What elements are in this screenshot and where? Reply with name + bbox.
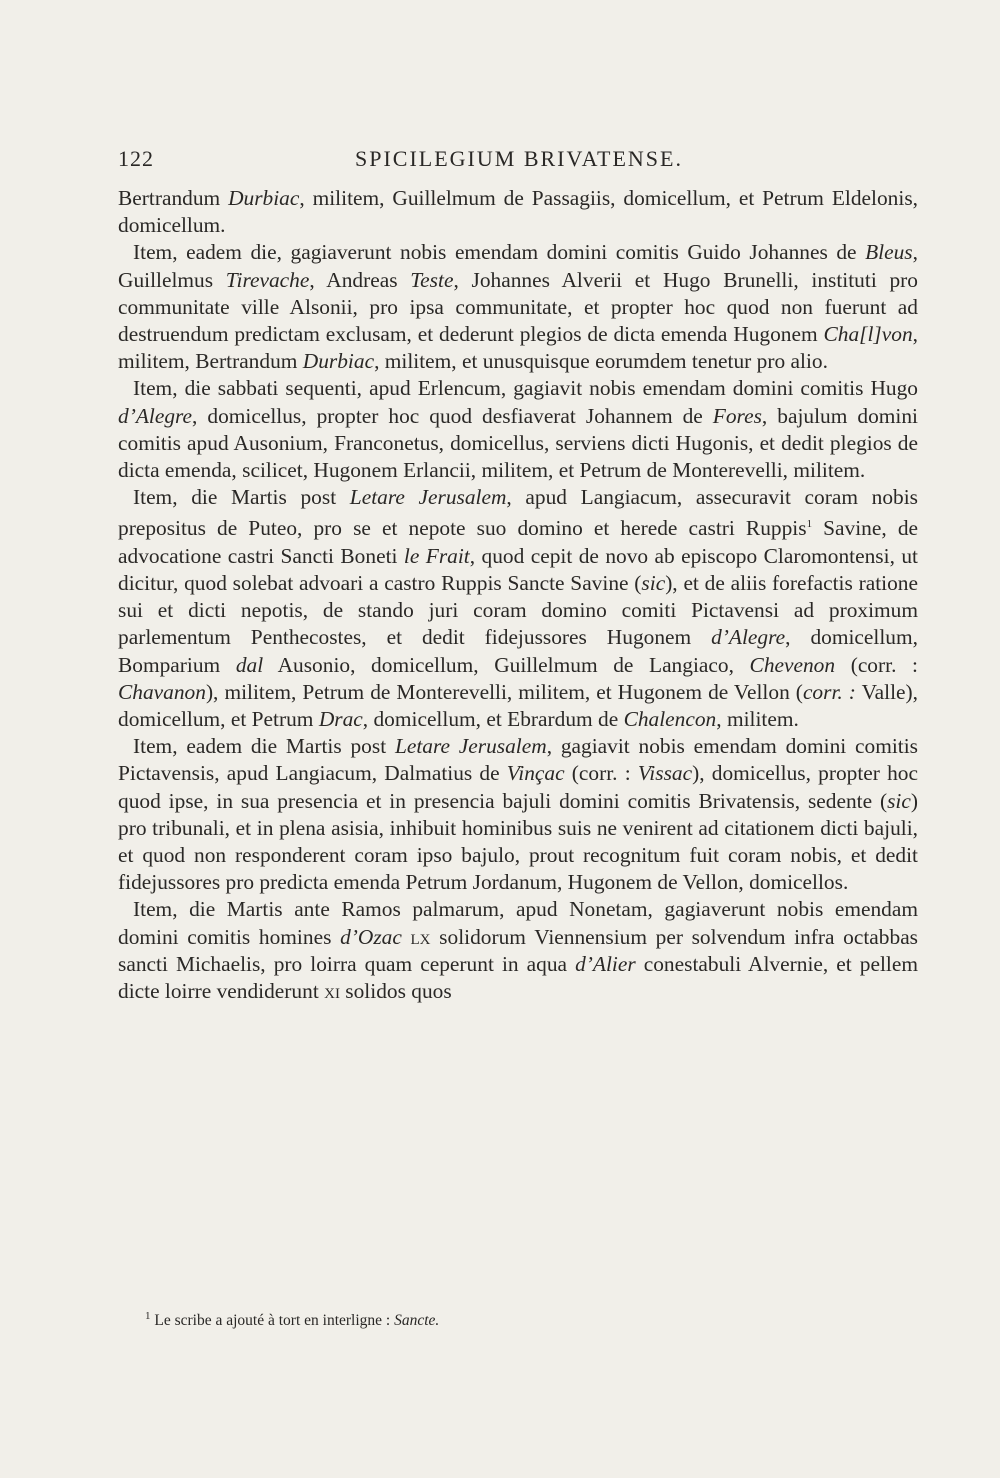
body-text	[118, 185, 918, 1005]
paragraph: Item, eadem die, gagiaverunt nobis emendam domini comitis Guido Johannes de Bleus, Guillelmus Tirevache, Andreas Teste, Johannes Alverii et Hugo Brunelli, instituti pro communitate ville Alsonii, pro ipsa communitate, et propter hoc quod non fuerunt ad destruendum predictam exclusam, et dederunt plegios de dicta emenda Hugonem Cha[l]von, militem, Bertrandum Durbiac, militem, et unusquisque eorumdem tenetur pro alio.	[118, 240, 918, 374]
paragraph: Item, eadem die Martis post Letare Jerusalem, gagiavit nobis emendam domini comitis Pictavensis, apud Langiacum, Dalmatius de Vinçac (corr. : Vissac), domicellus, propter hoc quod ipse, in sua presencia et in presencia bajuli domini comitis Brivatensis, sedente (sic) pro tribunali, et in plena asisia, inhibuit hominibus suis ne venirent ad citationem dicti bajuli, et quod non responderent coram ipso bajulo, prout recognitum fuit coram nobis, et dedit fidejussores pro predicta emenda Petrum Jordanum, Hugonem de Vellon, domicellos.	[118, 734, 918, 895]
paragraph: Item, die sabbati sequenti, apud Erlencum, gagiavit nobis emendam domini comitis Hugo d’Alegre, domicellus, propter hoc quod desfiaverat Johannem de Fores, bajulum domini comitis apud Ausonium, Franconetus, domicellus, serviens dicti Hugonis, et dedit plegios de dicta emenda, scilicet, Hugonem Erlancii, militem, et Petrum de Monterevelli, militem.	[118, 376, 918, 483]
footnote	[145, 1306, 845, 1331]
paragraph: Item, die Martis post Letare Jerusalem, apud Langiacum, assecuravit coram nobis prepositus de Puteo, pro se et nepote suo domino et herede castri Ruppis$^1$ Savine, de advocatione castri Sancti Boneti le Frait, quod cepit de novo ab episcopo Claromontensi, ut dicitur, quod solebat advoari a castro Ruppis Sancte Savine (sic), et de aliis forefactis ratione sui et dicti nepotis, de stando juri coram domino comiti Pictavensi ad proximum parlementum Penthecostes, et dedit fidejussores Hugonem d’Alegre, domicellum, Bomparium dal Ausonio, domicellum, Guillelmum de Langiaco, Chevenon (corr. : Chavanon), militem, Petrum de Monterevelli, militem, et Hugonem de Vellon (corr. : Valle), domicellum, et Petrum Drac, domicellum, et Ebrardum de Chalencon, militem.	[118, 485, 919, 731]
footnote-marker: 1	[145, 1310, 151, 1322]
paragraph: Bertrandum Durbiac, militem, Guillelmum de Passagiis, domicellum, et Petrum Eldelonis, domicellum.	[118, 186, 918, 238]
running-header	[118, 146, 918, 186]
paragraph: Item, die Martis ante Ramos palmarum, apud Nonetam, gagiaverunt nobis emendam domini comitis homines d’Ozac lx solidorum Viennensium per solvendum infra octabbas sancti Michaelis, pro loirra quam ceperunt in aqua d’Alier conestabuli Alvernie, et pellem dicte loirre vendiderunt xi solidos quos	[118, 897, 919, 1004]
page-number: 122	[118, 146, 154, 171]
footnote-text: Le scribe a ajouté à tort en interligne :	[154, 1312, 395, 1330]
running-title: SPICILEGIUM BRIVATENSE.	[355, 146, 683, 171]
footnote-italic: Sancte.	[394, 1312, 440, 1330]
